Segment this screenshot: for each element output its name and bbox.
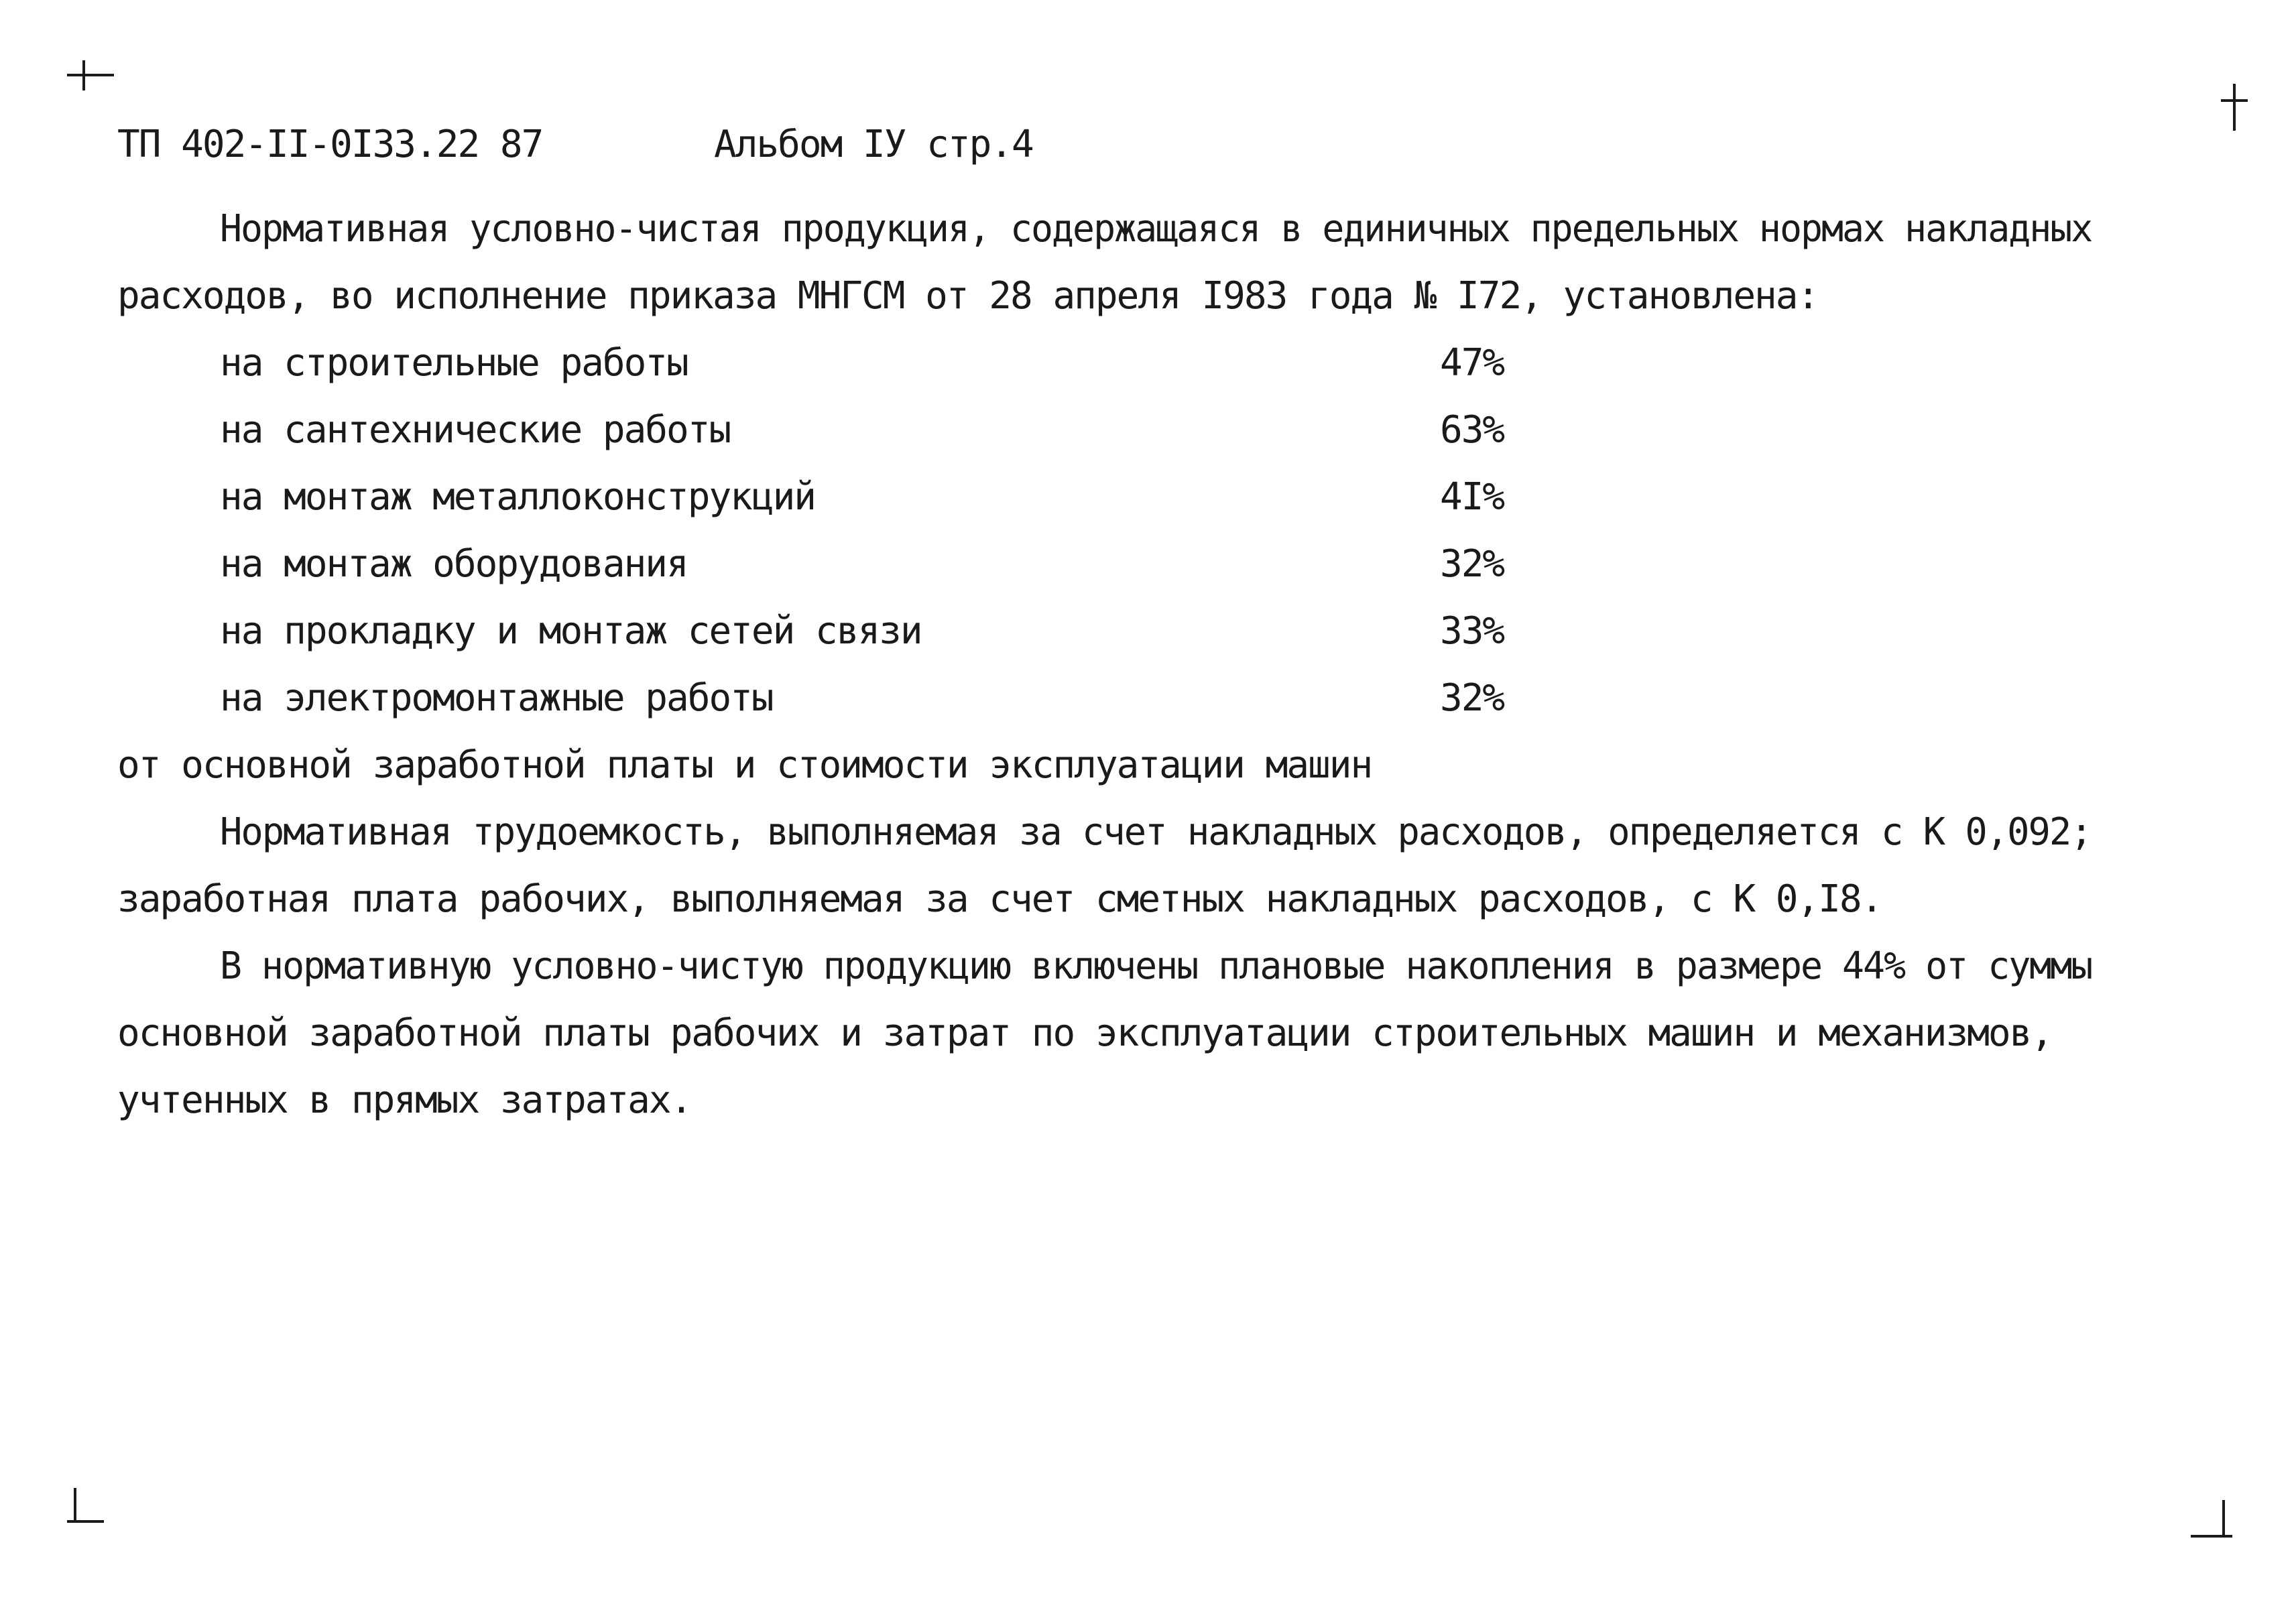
rate-value: 47% [1440,341,1504,385]
album-page: Альбом IУ стр.4 [714,123,1033,166]
rate-label: на монтаж металлоконструкций [220,475,816,519]
rates-basis-line: от основной заработной платы и стоимости эксплуатации машин [117,743,1372,787]
rate-value: 32% [1440,676,1504,720]
rate-value: 32% [1440,542,1504,586]
savings-line-3: учтенных в прямых затратах. [117,1078,692,1122]
labor-line-1: Нормативная трудоемкость, выполняемая за счет накладных расходов, определяется с К 0,092; [220,810,2092,854]
labor-line-2: заработная плата рабочих, выполняемая за счет сметных накладных расходов, с К 0,I8. [117,877,1882,921]
rate-value: 4I% [1440,475,1504,519]
document-code: ТП 402-II-0I33.22 87 [117,123,543,166]
rate-label: на строительные работы [220,341,688,385]
rate-value: 33% [1440,609,1504,653]
savings-line-2: основной заработной платы рабочих и затрат по эксплуатации строительных машин и механизмов, [117,1011,2053,1055]
savings-line-1: В нормативную условно-чистую продукцию включены плановые накопления в размере 44% от суммы [220,944,2092,988]
rate-label: на прокладку и монтаж сетей связи [220,609,922,653]
intro-line-1: Нормативная условно-чистая продукция, содержащаяся в единичных предельных нормах накладных [220,207,2092,251]
rate-value: 63% [1440,408,1504,452]
rate-label: на монтаж оборудования [220,542,688,586]
rate-label: на сантехнические работы [220,408,731,452]
rate-label: на электромонтажные работы [220,676,773,720]
intro-line-2: расходов, во исполнение приказа МНГСМ от 28 апреля I983 года № I72, установлена: [117,274,1819,318]
